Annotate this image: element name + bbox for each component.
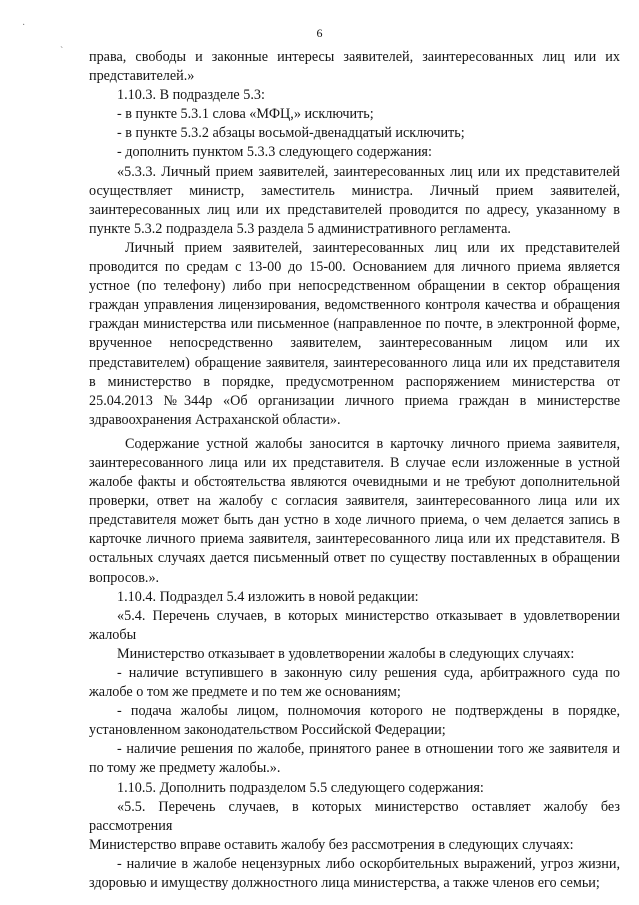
paragraph: «5.5. Перечень случаев, в которых министерство оставляет жалобу без рассмотрения <box>89 798 620 834</box>
paragraph: - в пункте 5.3.1 слова «МФЦ,» исключить; <box>117 106 374 123</box>
paragraph: - подача жалобы лицом, полномочия которого не подтверждены в порядке, установленном законодательством Российской Федерации; <box>89 703 620 739</box>
paragraph: - наличие решения по жалобе, принятого ранее в отношении того же заявителя и по тому же предмету жалобы.». <box>89 741 620 777</box>
paragraph: - дополнить пунктом 5.3.3 следующего содержания: <box>117 144 432 161</box>
paragraph: - наличие вступившего в законную силу решения суда, арбитражного суда по жалобе о том же предмете и по тем же основаниям; <box>89 665 620 701</box>
scan-artifact: · <box>22 20 26 31</box>
paragraph: 1.10.4. Подраздел 5.4 изложить в новой редакции: <box>117 588 419 605</box>
paragraph: 1.10.5. Дополнить подразделом 5.5 следующего содержания: <box>117 779 484 796</box>
paragraph: Министерство отказывает в удовлетворении жалобы в следующих случаях: <box>117 645 575 662</box>
paragraph: «5.4. Перечень случаев, в которых министерство отказывает в удовлетворении жалобы <box>89 607 620 643</box>
paragraph: Министерство вправе оставить жалобу без рассмотрения в следующих случаях: <box>89 836 574 853</box>
paragraph: 1.10.3. В подразделе 5.3: <box>117 87 265 104</box>
page-number: 6 <box>316 26 323 40</box>
paragraph: «5.3.3. Личный прием заявителей, заинтересованных лиц или их представителей осуществляет министр, заместитель министра. Личный прием заявителей, заинтересованных лиц или их представителей проводится по адресу, указанному в пункте 5.3.2 подраздела 5.3 раздела 5 административного регламента. <box>89 163 620 237</box>
paragraph: - в пункте 5.3.2 абзацы восьмой-двенадцатый исключить; <box>117 125 465 142</box>
paragraph: Содержание устной жалобы заносится в карточку личного приема заявителя, заинтересованного лица или их представителя. В случае если изложенные в устной жалобе факты и обстоятельства являются очевидными и не требуют дополнительной проверки, ответ на жалобу с согласия заявителя, заинтересованного лица или их представителя может быть дан устно в ходе личного приема, о чем делается запись в карточке личного приема заявителя, заинтересованного лица или их представителя. В остальных случаях дается письменный ответ по существу поставленных в обращении вопросов.». <box>89 435 620 586</box>
paragraph: Личный прием заявителей, заинтересованных лиц или их представителей проводится по средам с 13-00 до 15-00. Основанием для личного приема является устное (по телефону) либо при непосредственном обращении в сектор обращения граждан управления лицензирования, ведомственного контроля качества и обращения граждан министерства или письменное (направленное по почте, в электронной форме, врученное непосредственно заявителем, заинтересованным лицом или их представителем) обращение заявителя, заинтересованного лица или их представителя в министерство в порядке, предусмотренном распоряжением министерства от 25.04.2013 №344р «Об организации личного приема граждан в министерстве здравоохранения Астраханской области». <box>89 239 620 428</box>
scan-artifact: ` <box>60 46 64 57</box>
document-body <box>89 48 620 893</box>
paragraph: - наличие в жалобе нецензурных либо оскорбительных выражений, угроз жизни, здоровью и имуществу должностного лица министерства, а также членов его семьи; <box>89 855 620 892</box>
paragraph: права, свободы и законные интересы заявителей, заинтересованных лиц или их представителей.» <box>89 49 620 85</box>
